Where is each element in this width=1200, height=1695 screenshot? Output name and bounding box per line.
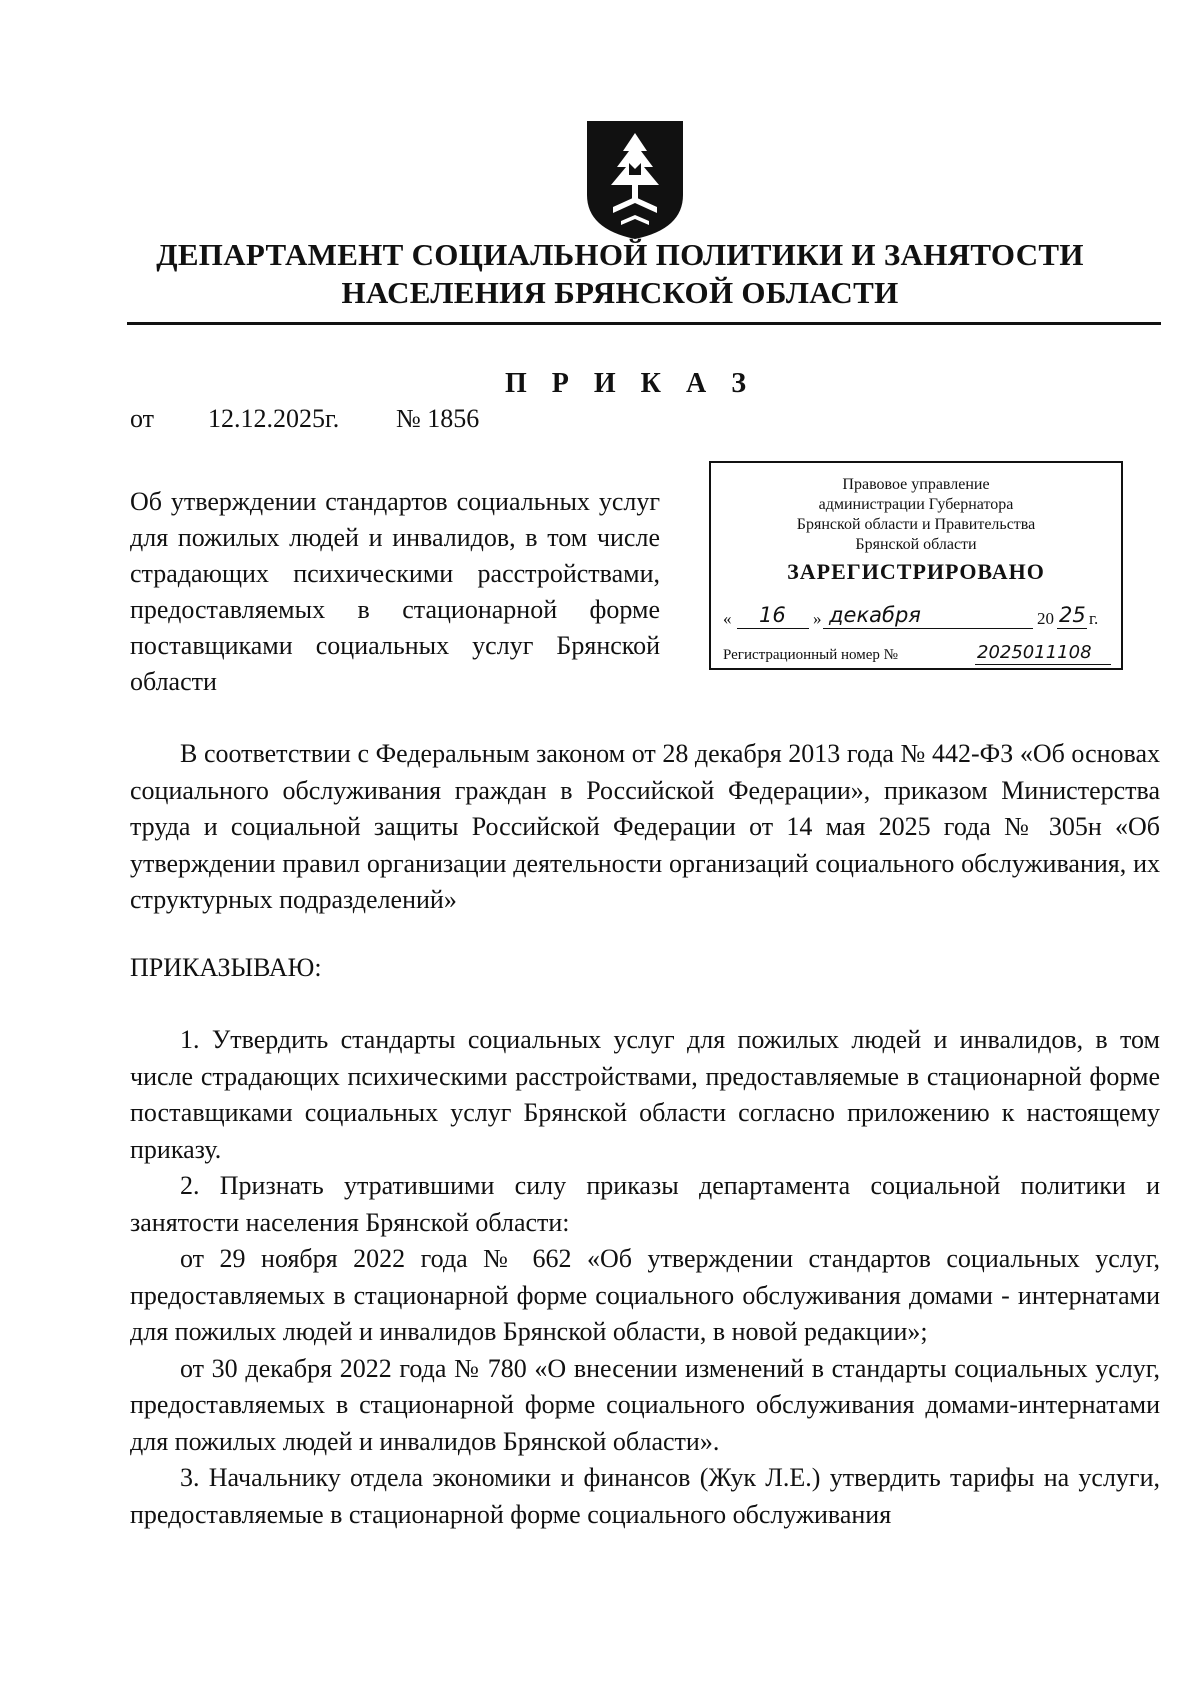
stamp-organization — [711, 475, 1121, 555]
stamp-reg-number: 2025011108 — [977, 642, 1092, 663]
order-item-2: 2. Признать утратившими силу приказы департамента социальной политики и занятости населения Брянской области: — [130, 1171, 1160, 1237]
stamp-day: 16 — [759, 603, 786, 627]
stamp-month: декабря — [829, 603, 921, 627]
stamp-status: ЗАРЕГИСТРИРОВАНО — [787, 559, 1045, 584]
stamp-org-line1: Правовое управление — [842, 476, 990, 493]
stamp-date-row — [723, 603, 1113, 631]
stamp-org-line4: Брянской области — [855, 536, 977, 553]
stamp-org-line3: Брянской области и Правительства — [796, 516, 1036, 533]
prikazyvayu-heading: ПРИКАЗЫВАЮ: — [130, 953, 322, 982]
order-date: 12.12.2025г. — [208, 404, 340, 433]
order-items — [130, 1022, 1160, 1533]
department-title — [150, 236, 1090, 312]
stamp-year-prefix: 20 — [1037, 609, 1054, 628]
stamp-reg-number-row — [723, 641, 1113, 667]
department-title-line2: НАСЕЛЕНИЯ БРЯНСКОЙ ОБЛАСТИ — [341, 275, 899, 310]
preamble-paragraph: В соответствии с Федеральным законом от 28 декабря 2013 года № 442-ФЗ «Об основах социального обслуживания граждан в Российской Федерации», приказом Министерства труда и социальной защиты Российской Федерации от 14 мая 2025 года № 305н «Об утверждении правил организации деятельности организаций социального обслуживания, их структурных подразделений» — [130, 739, 1160, 914]
order-item-2b: от 30 декабря 2022 года № 780 «О внесении изменений в стандарты социальных услуг, предоставляемых в стационарной форме социального обслуживания домами-интернатами для пожилых людей и инвалидов Брянской области». — [130, 1353, 1160, 1456]
stamp-year-suffix: 25 — [1059, 603, 1086, 627]
stamp-reg-label: Регистрационный номер № — [723, 647, 898, 663]
order-subject: Об утверждении стандартов социальных услуг для пожилых людей и инвалидов, в том числе страдающих психическими расстройствами, предоставляемых в стационарной форме поставщиками социальных услуг Брянской области — [130, 487, 660, 696]
order-item-3: 3. Начальнику отдела экономики и финансов (Жук Л.Е.) утвердить тарифы на услуги, предоставляемые в стационарной форме социального обслуживания — [130, 1463, 1160, 1529]
order-item-2a: от 29 ноября 2022 года № 662 «Об утверждении стандартов социальных услуг, предоставляемых в стационарной форме социального обслуживания домами - интернатами для пожилых людей и инвалидов Брянской области, в новой редакции»; — [130, 1244, 1160, 1346]
header-divider — [127, 322, 1161, 325]
order-ot-label: от — [130, 404, 155, 433]
preamble-block — [130, 736, 1160, 919]
order-title: П Р И К А З — [505, 368, 755, 399]
order-number: № 1856 — [396, 404, 480, 433]
stamp-quote-close: » — [813, 609, 822, 628]
coat-of-arms-emblem — [583, 117, 687, 241]
stamp-org-line2: администрации Губернатора — [818, 496, 1014, 513]
stamp-year-g: г. — [1089, 609, 1099, 628]
registration-stamp — [709, 461, 1123, 670]
prikazyvayu-block — [130, 950, 1160, 987]
order-item-1: 1. Утвердить стандарты социальных услуг для пожилых людей и инвалидов, в том числе страдающих психическими расстройствами, предоставляемые в стационарной форме поставщиками социальных услуг Брянской области согласно приложению к настоящему приказу. — [130, 1025, 1160, 1164]
stamp-quote-open: « — [723, 609, 732, 628]
department-title-line1: ДЕПАРТАМЕНТ СОЦИАЛЬНОЙ ПОЛИТИКИ И ЗАНЯТОСТИ — [156, 237, 1084, 272]
